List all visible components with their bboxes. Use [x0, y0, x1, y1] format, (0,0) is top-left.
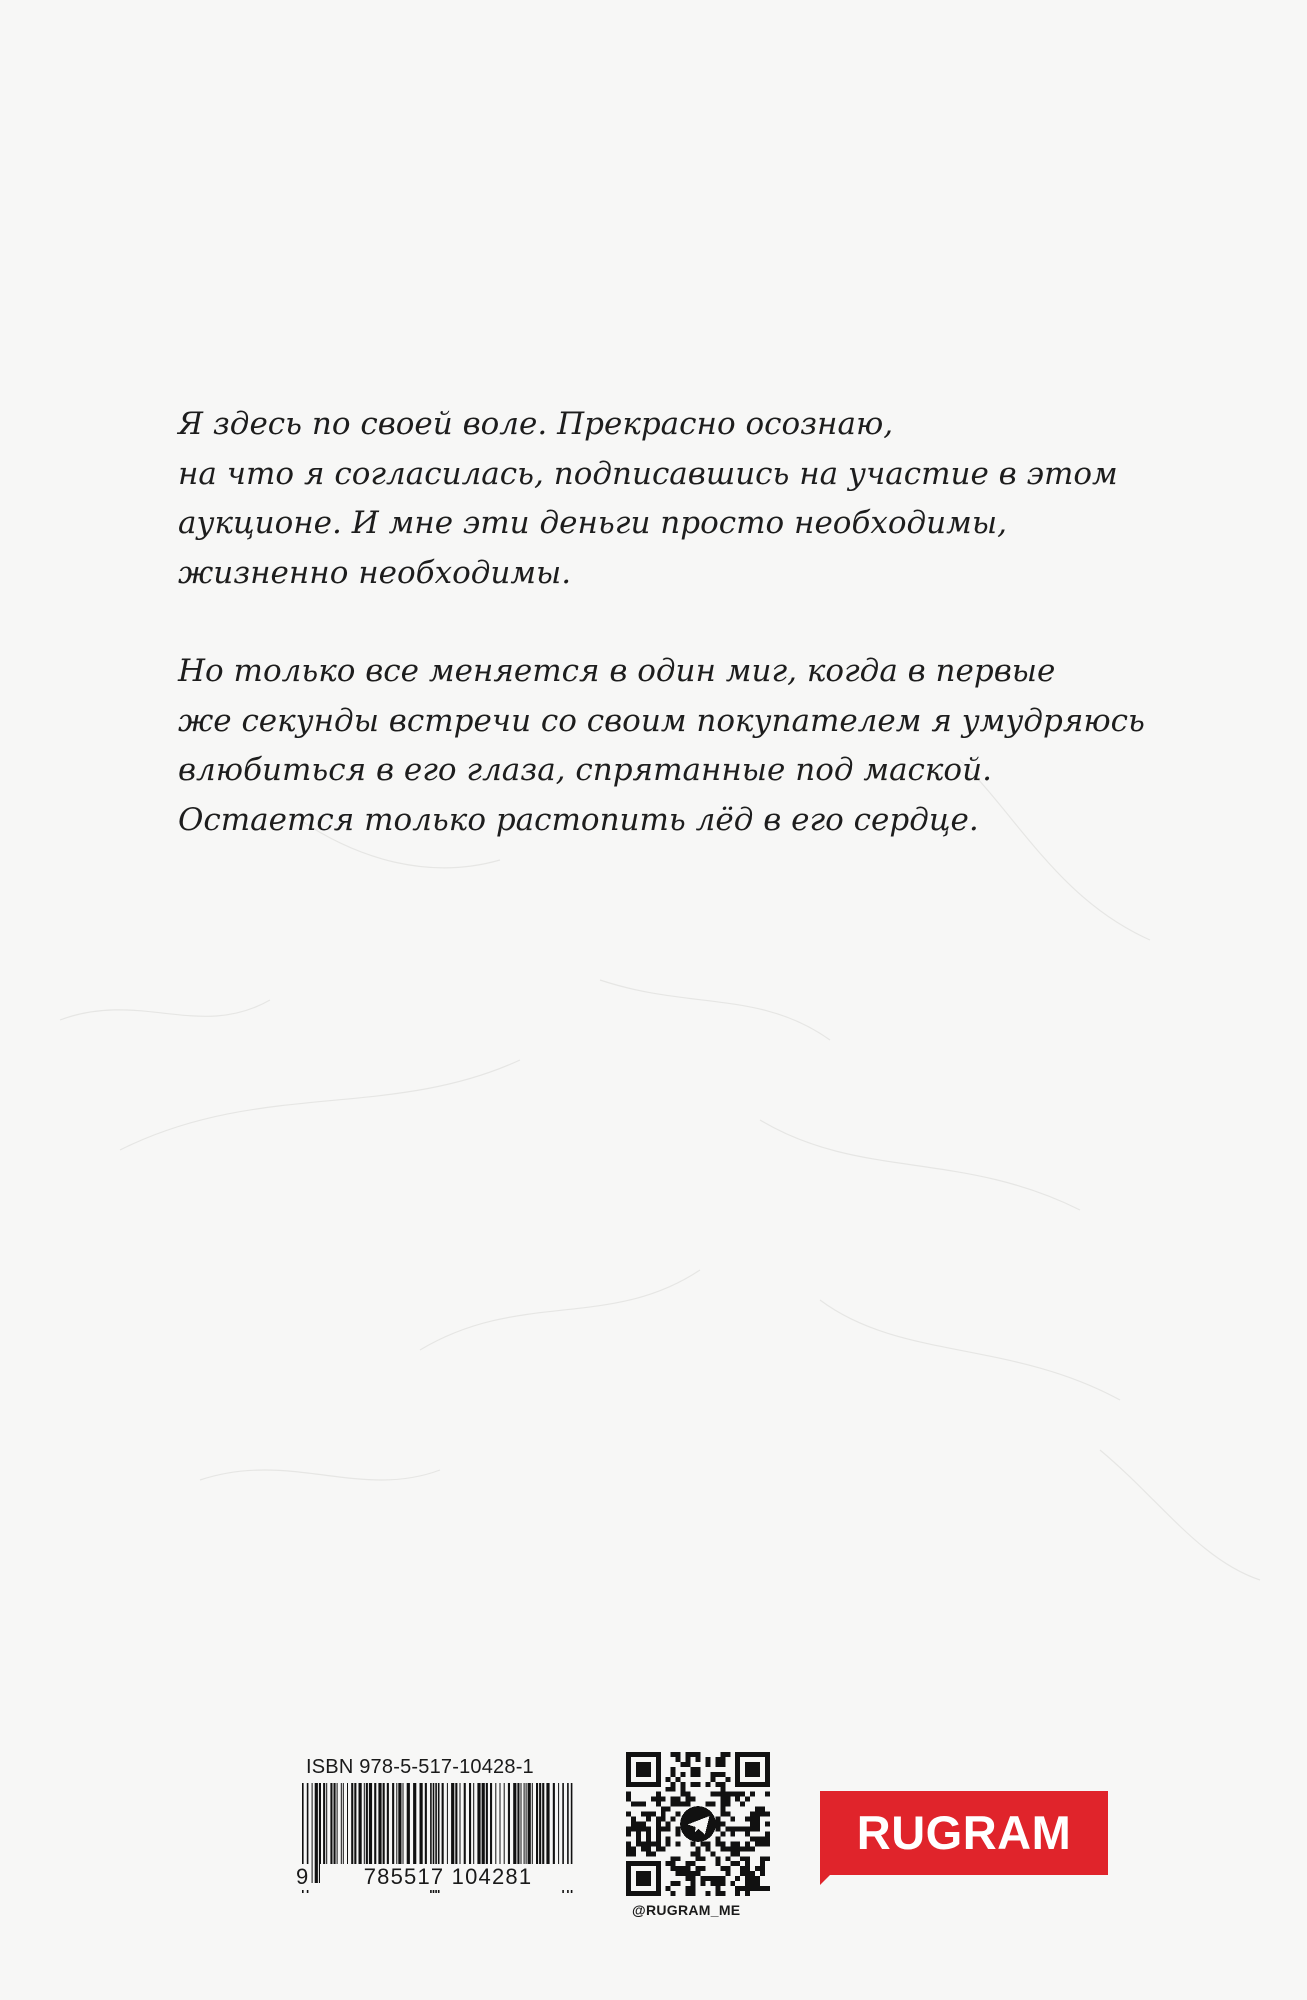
qr-module: [651, 1841, 656, 1846]
barcode-digits: [296, 1860, 578, 1894]
qr-module: [676, 1797, 681, 1802]
qr-module: [720, 1757, 725, 1762]
qr-module: [705, 1841, 710, 1846]
qr-module: [720, 1792, 725, 1797]
qr-module: [720, 1841, 725, 1846]
qr-module: [626, 1831, 631, 1836]
qr-module: [656, 1802, 661, 1807]
qr-module: [715, 1792, 720, 1797]
qr-module: [750, 1826, 755, 1831]
qr-module: [715, 1856, 720, 1861]
qr-module: [705, 1762, 710, 1767]
qr-module: [681, 1762, 686, 1767]
qr-module: [740, 1856, 745, 1861]
qr-module: [710, 1772, 715, 1777]
qr-finder: [745, 1762, 760, 1777]
qr-module: [656, 1831, 661, 1836]
qr-module: [666, 1836, 671, 1841]
qr-module: [755, 1807, 760, 1812]
qr-module: [631, 1826, 636, 1831]
qr-module: [636, 1831, 641, 1836]
qr-module: [661, 1797, 666, 1802]
qr-module: [740, 1792, 745, 1797]
qr-module: [646, 1851, 651, 1856]
qr-module: [686, 1891, 691, 1896]
qr-module: [750, 1846, 755, 1851]
barcode-digits-rest: 785517 104281: [320, 1864, 576, 1890]
qr-module: [676, 1856, 681, 1861]
qr-module: [696, 1767, 701, 1772]
barcode-digit-first: 9: [296, 1864, 311, 1890]
qr-module: [671, 1767, 676, 1772]
qr-module: [626, 1826, 631, 1831]
qr-module: [641, 1826, 646, 1831]
qr-module: [735, 1876, 740, 1881]
qr-module: [656, 1826, 661, 1831]
qr-module: [686, 1876, 691, 1881]
qr-code: [626, 1752, 770, 1896]
qr-module: [720, 1812, 725, 1817]
qr-module: [651, 1812, 656, 1817]
qr-module: [720, 1802, 725, 1807]
qr-module: [636, 1822, 641, 1827]
qr-module: [735, 1891, 740, 1896]
qr-module: [750, 1876, 755, 1881]
qr-module: [646, 1817, 651, 1822]
qr-module: [720, 1772, 725, 1777]
publisher-name: RUGRAM: [856, 1806, 1072, 1859]
qr-module: [765, 1812, 770, 1817]
qr-module: [700, 1841, 705, 1846]
qr-module: [715, 1772, 720, 1777]
qr-module: [676, 1826, 681, 1831]
qr-module: [715, 1891, 720, 1896]
qr-module: [691, 1886, 696, 1891]
qr-module: [720, 1807, 725, 1812]
qr-module: [666, 1787, 671, 1792]
qr-module: [715, 1817, 720, 1822]
qr-module: [745, 1846, 750, 1851]
qr-module: [735, 1886, 740, 1891]
qr-module: [715, 1861, 720, 1866]
qr-module: [696, 1782, 701, 1787]
qr-module: [636, 1802, 641, 1807]
qr-module: [730, 1826, 735, 1831]
qr-module: [676, 1752, 681, 1757]
qr-module: [676, 1757, 681, 1762]
qr-module: [696, 1871, 701, 1876]
qr-finder: [636, 1762, 651, 1777]
qr-module: [691, 1797, 696, 1802]
qr-module: [745, 1886, 750, 1891]
qr-module: [646, 1826, 651, 1831]
qr-module: [760, 1871, 765, 1876]
qr-module: [691, 1881, 696, 1886]
qr-module: [676, 1871, 681, 1876]
qr-module: [681, 1782, 686, 1787]
qr-module: [715, 1757, 720, 1762]
qr-module: [676, 1841, 681, 1846]
qr-module: [666, 1807, 671, 1812]
qr-module: [691, 1772, 696, 1777]
qr-module: [710, 1802, 715, 1807]
qr-module: [676, 1777, 681, 1782]
qr-module: [740, 1846, 745, 1851]
qr-module: [705, 1891, 710, 1896]
qr-module: [720, 1782, 725, 1787]
qr-module: [725, 1797, 730, 1802]
blurb-paragraph-2: Но только все меняется в один миг, когда в первые же секунды встречи со своим покупателем я умудряюсь влюбиться в его глаза, спрятанные под маской. Остается только растопить лёд в его сердце.: [178, 653, 1145, 838]
qr-module: [750, 1822, 755, 1827]
qr-module: [725, 1826, 730, 1831]
qr-module: [656, 1841, 661, 1846]
qr-module: [696, 1752, 701, 1757]
qr-module: [661, 1812, 666, 1817]
qr-module: [740, 1802, 745, 1807]
qr-module: [730, 1846, 735, 1851]
qr-module: [641, 1822, 646, 1827]
qr-module: [656, 1822, 661, 1827]
qr-module: [760, 1807, 765, 1812]
qr-module: [626, 1851, 631, 1856]
qr-module: [686, 1802, 691, 1807]
qr-module: [705, 1846, 710, 1851]
qr-module: [705, 1757, 710, 1762]
qr-module: [700, 1881, 705, 1886]
qr-module: [735, 1797, 740, 1802]
qr-handle: @RUGRAM_ME: [632, 1902, 741, 1918]
qr-module: [710, 1881, 715, 1886]
qr-module: [745, 1861, 750, 1866]
qr-module: [755, 1876, 760, 1881]
qr-module: [710, 1792, 715, 1797]
qr-module: [755, 1817, 760, 1822]
qr-module: [686, 1871, 691, 1876]
qr-module: [696, 1856, 701, 1861]
qr-module: [641, 1841, 646, 1846]
qr-module: [760, 1836, 765, 1841]
qr-module: [691, 1782, 696, 1787]
qr-module: [676, 1831, 681, 1836]
blurb-paragraph-1: Я здесь по своей воле. Прекрасно осознаю, на что я согласилась, подписавшись на участие в этом аукционе. И мне эти деньги просто необходимы, жизненно необходимы.: [178, 406, 1118, 591]
qr-module: [631, 1846, 636, 1851]
qr-module: [720, 1846, 725, 1851]
qr-module: [696, 1851, 701, 1856]
qr-module: [656, 1817, 661, 1822]
qr-module: [671, 1881, 676, 1886]
qr-module: [720, 1876, 725, 1881]
qr-module: [725, 1802, 730, 1807]
qr-module: [700, 1866, 705, 1871]
qr-module: [686, 1757, 691, 1762]
publisher-logo: [820, 1791, 1108, 1885]
qr-module: [686, 1797, 691, 1802]
qr-module: [691, 1891, 696, 1896]
qr-module: [696, 1866, 701, 1871]
qr-module: [671, 1802, 676, 1807]
qr-module: [760, 1856, 765, 1861]
qr-module: [636, 1826, 641, 1831]
qr-module: [715, 1762, 720, 1767]
qr-module: [656, 1797, 661, 1802]
qr-module: [730, 1851, 735, 1856]
qr-module: [750, 1871, 755, 1876]
qr-module: [745, 1871, 750, 1876]
qr-module: [740, 1826, 745, 1831]
qr-module: [661, 1817, 666, 1822]
qr-module: [735, 1851, 740, 1856]
qr-module: [715, 1881, 720, 1886]
qr-module: [666, 1861, 671, 1866]
qr-module: [725, 1812, 730, 1817]
qr-module: [760, 1861, 765, 1866]
qr-module: [720, 1891, 725, 1896]
qr-module: [715, 1822, 720, 1827]
qr-module: [760, 1841, 765, 1846]
qr-module: [725, 1752, 730, 1757]
qr-module: [715, 1886, 720, 1891]
qr-module: [745, 1881, 750, 1886]
qr-module: [661, 1826, 666, 1831]
qr-module: [646, 1812, 651, 1817]
qr-module: [686, 1886, 691, 1891]
qr-module: [646, 1841, 651, 1846]
qr-module: [765, 1841, 770, 1846]
qr-module: [631, 1822, 636, 1827]
qr-module: [691, 1871, 696, 1876]
qr-module: [755, 1841, 760, 1846]
qr-module: [666, 1822, 671, 1827]
qr-module: [656, 1846, 661, 1851]
qr-module: [740, 1871, 745, 1876]
qr-module: [735, 1792, 740, 1797]
qr-module: [661, 1807, 666, 1812]
qr-module: [710, 1851, 715, 1856]
qr-module: [745, 1876, 750, 1881]
qr-module: [671, 1866, 676, 1871]
qr-module: [676, 1802, 681, 1807]
qr-module: [755, 1812, 760, 1817]
qr-module: [671, 1861, 676, 1866]
qr-module: [735, 1861, 740, 1866]
qr-module: [686, 1866, 691, 1871]
qr-module: [686, 1861, 691, 1866]
qr-module: [755, 1826, 760, 1831]
qr-module: [755, 1822, 760, 1827]
qr-module: [681, 1792, 686, 1797]
qr-module: [641, 1812, 646, 1817]
qr-module: [715, 1782, 720, 1787]
qr-module: [691, 1841, 696, 1846]
qr-module: [691, 1851, 696, 1856]
qr-module: [750, 1886, 755, 1891]
qr-module: [725, 1871, 730, 1876]
qr-module: [715, 1826, 720, 1831]
qr-module: [750, 1836, 755, 1841]
qr-module: [730, 1792, 735, 1797]
qr-module: [715, 1836, 720, 1841]
qr-module: [765, 1822, 770, 1827]
qr-module: [730, 1861, 735, 1866]
qr-module: [755, 1836, 760, 1841]
qr-module: [745, 1831, 750, 1836]
qr-module: [755, 1866, 760, 1871]
qr-module: [720, 1787, 725, 1792]
qr-module: [626, 1812, 631, 1817]
qr-module: [666, 1826, 671, 1831]
qr-module: [730, 1831, 735, 1836]
qr-module: [686, 1792, 691, 1797]
qr-module: [656, 1792, 661, 1797]
qr-module: [666, 1777, 671, 1782]
qr-module: [700, 1856, 705, 1861]
qr-module: [646, 1831, 651, 1836]
qr-module: [705, 1876, 710, 1881]
qr-module: [745, 1817, 750, 1822]
qr-module: [671, 1787, 676, 1792]
qr-module: [686, 1752, 691, 1757]
qr-module: [671, 1772, 676, 1777]
qr-module: [740, 1886, 745, 1891]
qr-module: [691, 1861, 696, 1866]
qr-module: [755, 1886, 760, 1891]
qr-module: [651, 1851, 656, 1856]
qr-module: [725, 1866, 730, 1871]
qr-module: [651, 1797, 656, 1802]
qr-module: [720, 1752, 725, 1757]
qr-module: [700, 1876, 705, 1881]
qr-module: [725, 1792, 730, 1797]
qr-module: [671, 1782, 676, 1787]
qr-module: [745, 1826, 750, 1831]
qr-module: [646, 1846, 651, 1851]
qr-module: [626, 1846, 631, 1851]
qr-module: [691, 1752, 696, 1757]
qr-module: [735, 1846, 740, 1851]
qr-module: [666, 1886, 671, 1891]
qr-module: [641, 1846, 646, 1851]
qr-module: [745, 1797, 750, 1802]
qr-module: [676, 1812, 681, 1817]
qr-module: [710, 1777, 715, 1782]
qr-module: [626, 1797, 631, 1802]
qr-module: [681, 1802, 686, 1807]
qr-module: [671, 1891, 676, 1896]
qr-module: [656, 1836, 661, 1841]
qr-module: [745, 1866, 750, 1871]
qr-module: [626, 1841, 631, 1846]
qr-module: [765, 1836, 770, 1841]
qr-module: [641, 1802, 646, 1807]
qr-module: [730, 1817, 735, 1822]
qr-module: [715, 1876, 720, 1881]
qr-module: [696, 1846, 701, 1851]
qr-module: [631, 1851, 636, 1856]
qr-module: [705, 1802, 710, 1807]
isbn-label: ISBN 978-5-517-10428-1: [306, 1756, 534, 1778]
qr-module: [720, 1797, 725, 1802]
qr-module: [705, 1782, 710, 1787]
qr-module: [636, 1836, 641, 1841]
qr-module: [671, 1856, 676, 1861]
qr-module: [740, 1866, 745, 1871]
qr-module: [750, 1817, 755, 1822]
qr-module: [661, 1846, 666, 1851]
qr-module: [750, 1881, 755, 1886]
qr-module: [755, 1881, 760, 1886]
qr-module: [730, 1881, 735, 1886]
qr-module: [696, 1757, 701, 1762]
qr-module: [760, 1812, 765, 1817]
qr-module: [750, 1792, 755, 1797]
qr-module: [725, 1777, 730, 1782]
qr-module: [720, 1822, 725, 1827]
qr-module: [691, 1767, 696, 1772]
qr-module: [720, 1866, 725, 1871]
qr-module: [681, 1866, 686, 1871]
qr-module: [765, 1831, 770, 1836]
qr-module: [666, 1841, 671, 1846]
qr-module: [710, 1876, 715, 1881]
qr-module: [745, 1841, 750, 1846]
qr-module: [676, 1881, 681, 1886]
qr-module: [735, 1826, 740, 1831]
qr-module: [676, 1866, 681, 1871]
qr-module: [735, 1841, 740, 1846]
qr-module: [696, 1772, 701, 1777]
qr-module: [686, 1762, 691, 1767]
blurb-text: [178, 400, 1258, 894]
qr-module: [626, 1792, 631, 1797]
qr-module: [631, 1802, 636, 1807]
qr-module: [765, 1886, 770, 1891]
qr-module: [671, 1752, 676, 1757]
qr-module: [745, 1891, 750, 1896]
qr-module: [760, 1886, 765, 1891]
qr-module: [681, 1871, 686, 1876]
qr-module: [631, 1817, 636, 1822]
qr-module: [681, 1787, 686, 1792]
qr-module: [720, 1881, 725, 1886]
qr-module: [730, 1841, 735, 1846]
qr-module: [715, 1841, 720, 1846]
qr-module: [636, 1841, 641, 1846]
qr-finder: [636, 1871, 651, 1886]
qr-module: [725, 1846, 730, 1851]
qr-module: [646, 1836, 651, 1841]
qr-module: [681, 1772, 686, 1777]
qr-module: [725, 1856, 730, 1861]
qr-module: [720, 1762, 725, 1767]
qr-module: [745, 1856, 750, 1861]
qr-module: [720, 1831, 725, 1836]
publisher-logo-tail: [820, 1875, 830, 1885]
qr-module: [750, 1812, 755, 1817]
qr-module: [671, 1797, 676, 1802]
qr-module: [671, 1817, 676, 1822]
qr-module: [765, 1856, 770, 1861]
qr-module: [765, 1792, 770, 1797]
qr-module: [760, 1866, 765, 1871]
qr-module: [691, 1876, 696, 1881]
